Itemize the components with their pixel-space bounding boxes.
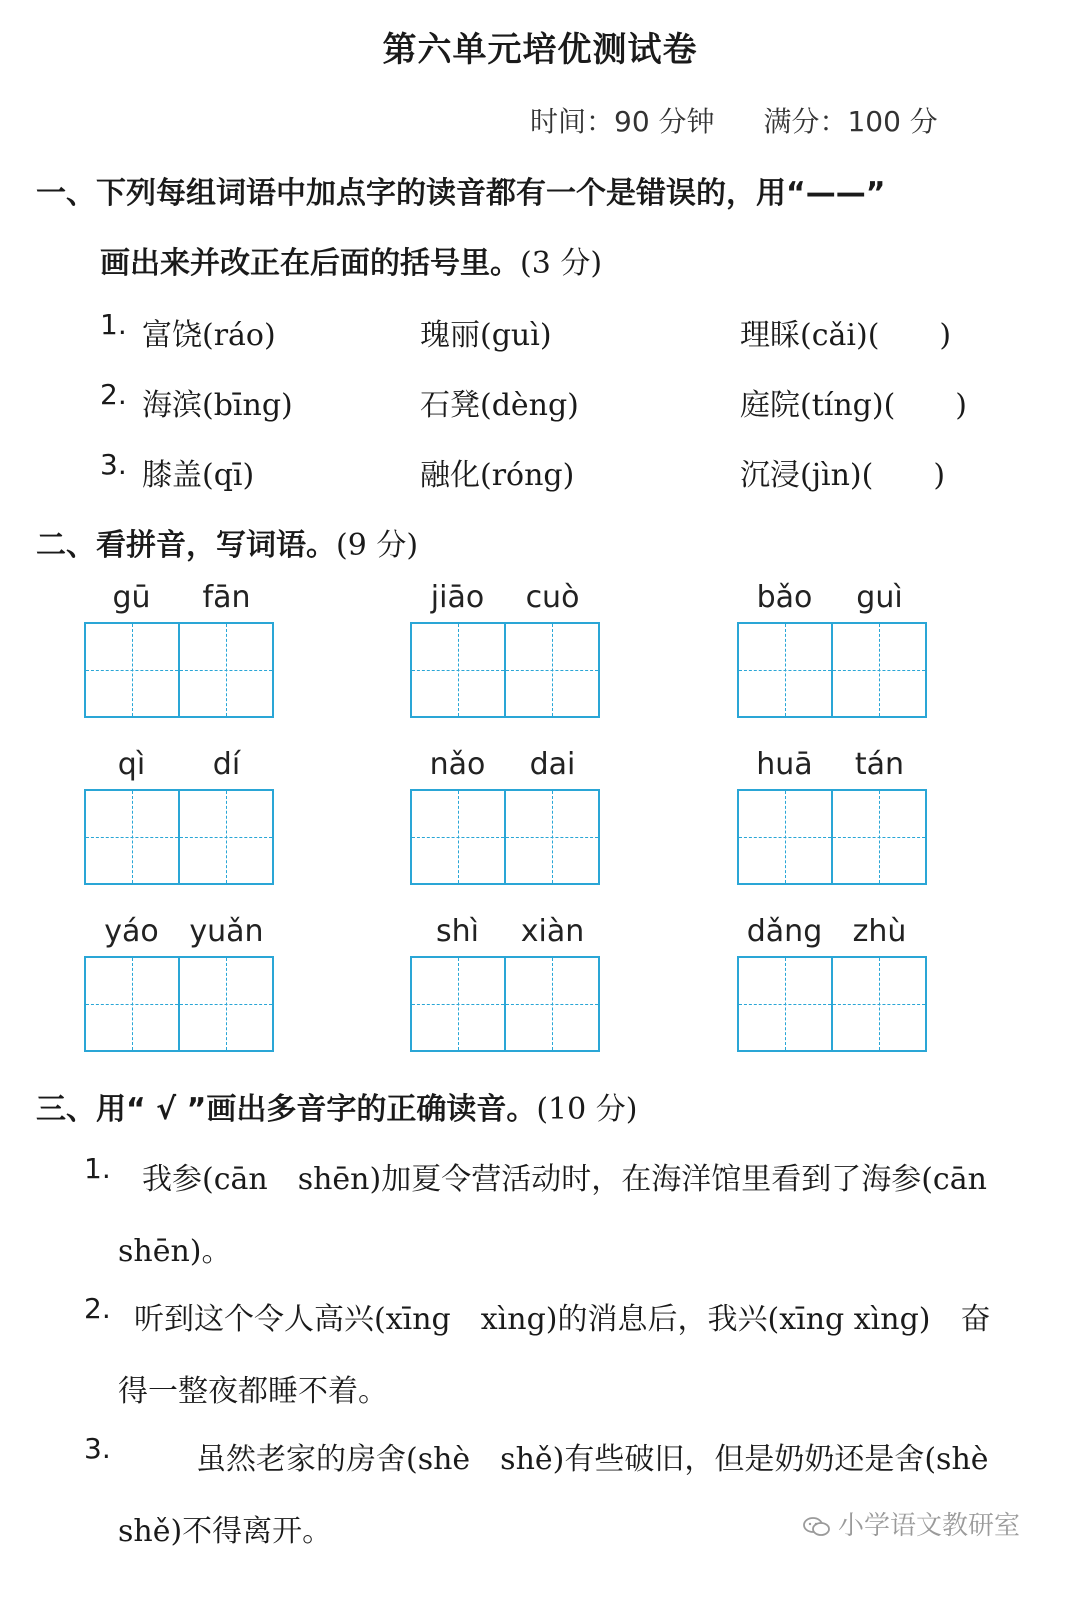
section3-score: (10 分) — [536, 1092, 638, 1127]
wechat-icon — [802, 1516, 832, 1538]
section3-heading-text: 三、用“ √ ”画出多音字的正确读音。 — [36, 1092, 537, 1127]
grid-cell[interactable] — [506, 956, 600, 1052]
pinyin-syllable: dai — [529, 747, 576, 782]
pinyin-syllable: dí — [212, 747, 241, 782]
pinyin-label — [84, 580, 274, 615]
section1-word: 瑰丽(guì) — [420, 318, 552, 353]
grid-cell[interactable] — [833, 622, 927, 718]
pinyin-syllable: shì — [436, 914, 479, 949]
pinyin-label — [410, 914, 600, 949]
section3-num: 3. — [84, 1432, 111, 1465]
section1-word: 海滨(bīng) — [142, 388, 293, 423]
exam-meta — [530, 100, 978, 140]
character-grid[interactable] — [410, 956, 600, 1050]
section1-num: 2. — [100, 378, 127, 411]
watermark-text: 小学语文教研室 — [837, 1511, 1020, 1541]
grid-cell[interactable] — [737, 622, 833, 718]
section1-heading-cont — [100, 238, 602, 282]
pinyin-label — [410, 580, 600, 615]
pinyin-syllable: jiāo — [430, 580, 485, 615]
grid-cell[interactable] — [180, 789, 274, 885]
section3-num: 1. — [84, 1152, 111, 1185]
pinyin-syllable: dǎng — [746, 914, 823, 949]
section1-heading-line2: 画出来并改正在后面的括号里。 — [100, 246, 520, 281]
section3-sentence: 我参(cān shēn)加夏令营活动时，在海洋馆里看到了海参(cān — [142, 1162, 987, 1197]
character-grid[interactable] — [410, 789, 600, 883]
grid-cell[interactable] — [833, 789, 927, 885]
section3-sentence-cont: 得一整夜都睡不着。 — [118, 1374, 388, 1409]
pinyin-syllable: tán — [854, 747, 905, 782]
character-grid[interactable] — [84, 622, 274, 716]
character-grid[interactable] — [410, 622, 600, 716]
watermark — [802, 1505, 1020, 1542]
section3-num: 2. — [84, 1292, 111, 1325]
section3-sentence-cont: shēn)。 — [118, 1234, 232, 1269]
section1-heading: 一、下列每组词语中加点字的读音都有一个是错误的，用“——” — [36, 176, 886, 211]
section1-word-answer[interactable]: 庭院(tíng)( ) — [740, 388, 967, 423]
grid-cell[interactable] — [737, 789, 833, 885]
section3-sentence: 虽然老家的房舍(shè shě)有些破旧，但是奶奶还是舍(shè — [196, 1442, 989, 1477]
grid-cell[interactable] — [506, 789, 600, 885]
pinyin-syllable: gū — [112, 580, 151, 615]
grid-cell[interactable] — [410, 622, 506, 718]
page-title: 第六单元培优测试卷 — [382, 30, 698, 70]
pinyin-syllable: huā — [756, 747, 813, 782]
section1-word: 石凳(dèng) — [420, 388, 579, 423]
character-grid[interactable] — [737, 622, 927, 716]
grid-cell[interactable] — [84, 622, 180, 718]
section1-word: 富饶(ráo) — [142, 318, 276, 353]
pinyin-label — [410, 747, 600, 782]
section1-word: 融化(róng) — [420, 458, 575, 493]
section1-word-answer[interactable]: 沉浸(jìn)( ) — [740, 458, 946, 493]
exam-time: 时间：90 分钟 — [530, 105, 715, 138]
pinyin-syllable: guì — [856, 580, 903, 615]
grid-cell[interactable] — [506, 622, 600, 718]
pinyin-label — [737, 747, 927, 782]
character-grid[interactable] — [737, 956, 927, 1050]
section1-num: 1. — [100, 308, 127, 341]
grid-cell[interactable] — [180, 956, 274, 1052]
pinyin-syllable: yáo — [104, 914, 159, 949]
section1-num: 3. — [100, 448, 127, 481]
grid-cell[interactable] — [410, 956, 506, 1052]
grid-cell[interactable] — [737, 956, 833, 1052]
pinyin-syllable: cuò — [525, 580, 580, 615]
grid-cell[interactable] — [84, 956, 180, 1052]
character-grid[interactable] — [84, 789, 274, 883]
grid-cell[interactable] — [84, 789, 180, 885]
section1-word-answer[interactable]: 理睬(cǎi)( ) — [740, 318, 952, 353]
section1-word: 膝盖(qī) — [142, 458, 255, 493]
grid-cell[interactable] — [180, 622, 274, 718]
pinyin-label — [84, 747, 274, 782]
character-grid[interactable] — [737, 789, 927, 883]
pinyin-syllable: zhù — [852, 914, 907, 949]
pinyin-syllable: xiàn — [520, 914, 585, 949]
section3-sentence-cont: shě)不得离开。 — [118, 1514, 333, 1549]
character-grid[interactable] — [84, 956, 274, 1050]
pinyin-label — [737, 580, 927, 615]
section1-score: (3 分) — [520, 246, 603, 281]
section3-heading — [36, 1084, 637, 1128]
section3-sentence: 听到这个令人高兴(xīng xìng)的消息后，我兴(xīng xìng) 奋 — [134, 1302, 991, 1337]
pinyin-syllable: nǎo — [429, 747, 486, 782]
pinyin-syllable: fān — [202, 580, 251, 615]
grid-cell[interactable] — [833, 956, 927, 1052]
section2-heading-text: 二、看拼音，写词语。 — [36, 528, 336, 563]
section2-heading — [36, 520, 418, 564]
exam-full-score: 满分：100 分 — [763, 105, 938, 138]
section2-score: (9 分) — [336, 528, 419, 563]
grid-cell[interactable] — [410, 789, 506, 885]
pinyin-syllable: bǎo — [756, 580, 813, 615]
pinyin-syllable: qì — [117, 747, 146, 782]
pinyin-label — [737, 914, 927, 949]
pinyin-label — [84, 914, 274, 949]
pinyin-syllable: yuǎn — [189, 914, 264, 949]
